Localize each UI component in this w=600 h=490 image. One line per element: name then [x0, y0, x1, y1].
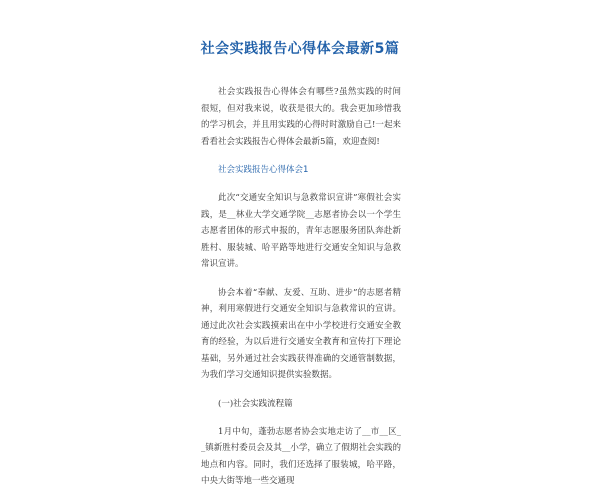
- document-title: 社会实践报告心得体会最新5篇: [200, 41, 400, 57]
- document-body: [201, 84, 401, 490]
- section1-paragraph-3: 1月中旬，蓬勃志愿者协会实地走访了__市__区__镇新胜村委员会及其__小学，确立了假期社会实践的地点和内容。同时，我们还选择了服装城，哈平路，中央大街等地一些交通现: [201, 426, 401, 486]
- section1-paragraph-2: 协会本着“奉献、友爱、互助、进步”的志愿者精神，利用寒假进行交通安全知识与急救常识的宣讲。通过此次社会实践摸索出在中小学校进行交通安全教育的经验，为以后进行交通安全教育和宣传打下理论基础，另外通过社会实践获得准确的交通管制数据，为我们学习交通知识提供实验数据。: [201, 287, 401, 380]
- section1-paragraph-1: 此次“交通安全知识与急救常识宣讲”寒假社会实践，是__林业大学交通学院__志愿者协会以一个学生志愿者团体的形式申报的，青年志愿服务团队奔赴新胜村、服装城、哈平路等地进行交通安全知识与急救常识宣讲。: [201, 193, 401, 269]
- subsection-heading: (一)社会实践流程篇: [218, 398, 293, 409]
- intro-paragraph: 社会实践报告心得体会有哪些?虽然实践的时间很短，但对我来说，收获是很大的。我会更加珍惜我的学习机会，并且用实践的心得时时激励自己!一起来看看社会实践报告心得体会最新5篇，欢迎查阅!: [201, 87, 401, 147]
- section-heading-1: 社会实践报告心得体会1: [218, 165, 309, 175]
